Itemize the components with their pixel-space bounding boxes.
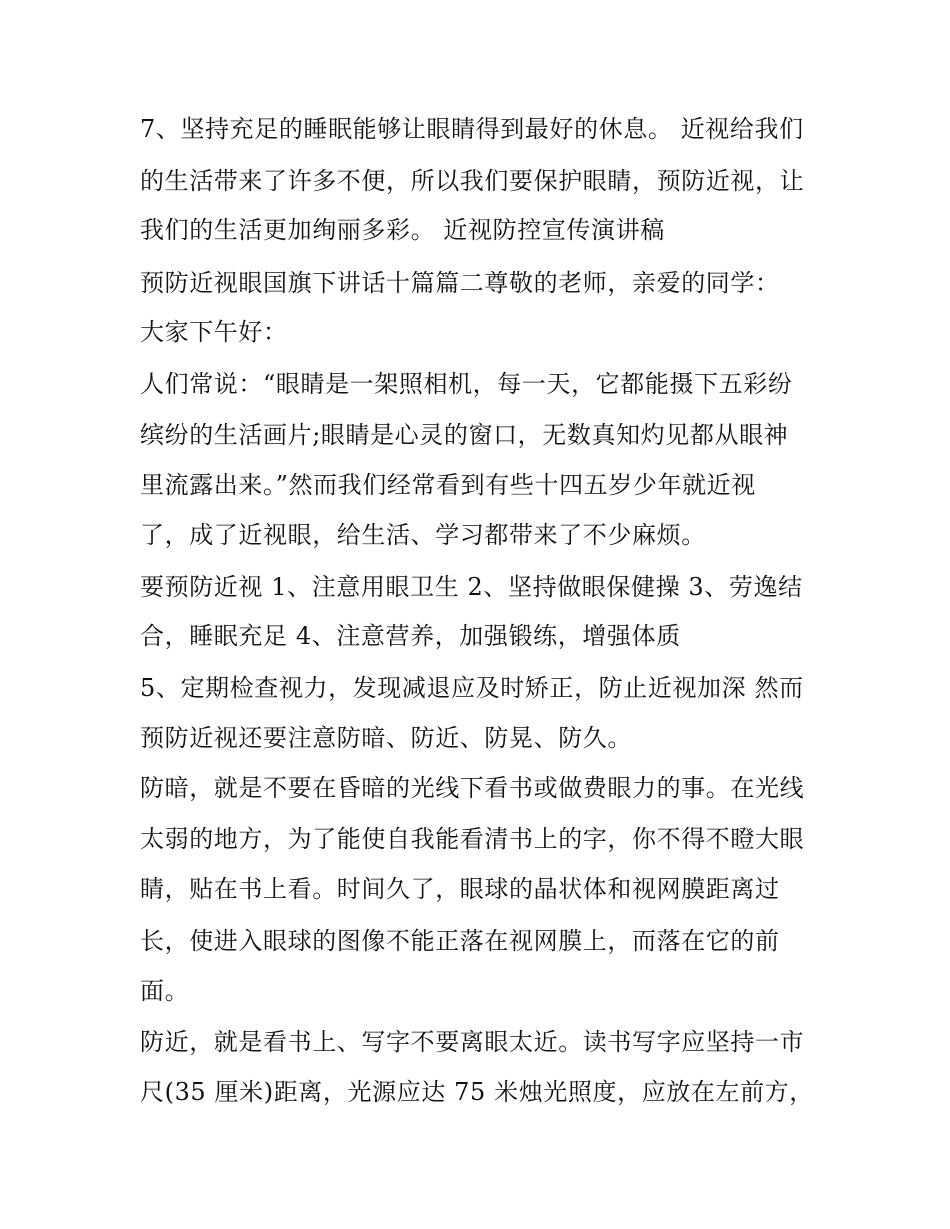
text-line: 防暗，就是不要在昏暗的光线下看书或做费眼力的事。在光线 [140, 774, 805, 802]
text-line: 长，使进入眼球的图像不能正落在视网膜上，而落在它的前 [140, 927, 780, 955]
text-line: 大家下午好： [140, 318, 288, 346]
text-line: 5、定期检查视力，发现减退应及时矫正，防止近视加深 然而 [140, 674, 804, 702]
text-line: 里流露出来。”然而我们经常看到有些十四五岁少年就近视 [140, 471, 756, 499]
text-line: 人们常说：“眼睛是一架照相机，每一天，它都能摄下五彩纷 [140, 370, 793, 398]
text-line: 防近，就是看书上、写字不要离眼太近。读书写字应坚持一市 [140, 1028, 805, 1056]
text-line: 缤纷的生活画片;眼睛是心灵的窗口，无数真知灼见都从眼神 [140, 421, 789, 449]
text-line: 了，成了近视眼，给生活、学习都带来了不少麻烦。 [140, 521, 706, 549]
text-line: 预防近视眼国旗下讲话十篇篇二尊敬的老师，亲爱的同学： [140, 269, 780, 297]
text-line: 我们的生活更加绚丽多彩。 近视防控宣传演讲稿 [140, 216, 665, 244]
text-line: 面。 [140, 977, 190, 1005]
text-line: 太弱的地方，为了能使自我能看清书上的字，你不得不瞪大眼 [140, 825, 805, 853]
text-line: 合，睡眠充足 4、注意营养，加强锻练，增强体质 [140, 622, 681, 650]
text-line: 7、坚持充足的睡眠能够让眼睛得到最好的休息。 近视给我们 [140, 115, 804, 143]
text-line: 尺(35 厘米)距离，光源应达 75 米烛光照度，应放在左前方， [140, 1078, 814, 1106]
text-line: 的生活带来了许多不便，所以我们要保护眼睛，预防近视，让 [140, 167, 805, 195]
text-line: 要预防近视 1、注意用眼卫生 2、坚持做眼保健操 3、劳逸结 [140, 573, 803, 601]
text-line: 预防近视还要注意防暗、防近、防晃、防久。 [140, 724, 632, 752]
text-line: 睛，贴在书上看。时间久了，眼球的晶状体和视网膜距离过 [140, 875, 780, 903]
